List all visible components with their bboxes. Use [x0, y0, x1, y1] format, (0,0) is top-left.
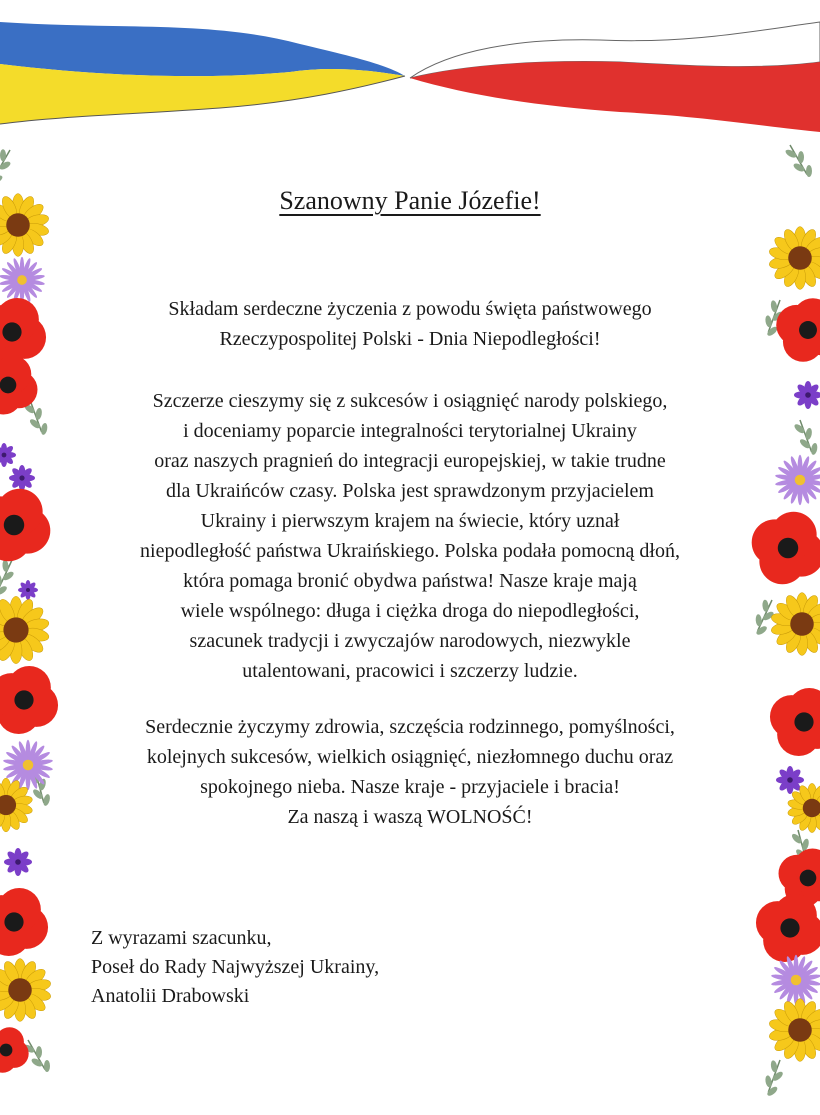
text-line: która pomaga bronić obydwa państwa! Nasze kraje mają [183, 570, 637, 592]
text-line: Ukrainy i pierwszym krajem na świecie, który uznał [200, 510, 620, 532]
text-line: Rzeczypospolitej Polski - Dnia Niepodległości! [219, 328, 601, 350]
text-line: Szczerze cieszymy się z sukcesów i osiągnięć narody polskiego, [152, 390, 668, 412]
letter-greeting: Szanowny Panie Józefie! [279, 186, 541, 215]
signature-block [91, 924, 379, 1011]
text-line: utalentowani, pracowici i szczerzy ludzie. [242, 660, 578, 682]
text-line: spokojnego nieba. Nasze kraje - przyjaciele i bracia! [200, 776, 620, 798]
text-line: Serdecznie życzymy zdrowia, szczęścia rodzinnego, pomyślności, [145, 716, 675, 738]
text-line: wiele wspólnego: długa i ciężka droga do niepodległości, [180, 600, 640, 622]
signature-line: Poseł do Rady Najwyższej Ukrainy, [91, 956, 380, 978]
signature-line: Z wyrazami szacunku, [91, 927, 272, 949]
text-line: niepodległość państwa Ukraińskiego. Polska podała pomocną dłoń, [140, 540, 680, 562]
text-line: Za naszą i waszą WOLNOŚĆ! [287, 806, 533, 828]
paragraph-gratitude [60, 386, 760, 686]
text-line: szacunek tradycji i zwyczajów narodowych, niezwykle [189, 630, 631, 652]
text-line: Składam serdeczne życzenia z powodu święta państwowego [168, 298, 652, 320]
text-line: dla Ukraińców czasy. Polska jest sprawdzonym przyjacielem [166, 480, 654, 502]
paragraph-wishes [60, 294, 760, 354]
signature-name: Anatolii Drabowski [91, 985, 250, 1007]
text-line: oraz naszych pragnień do integracji europejskiej, w takie trudne [154, 450, 666, 472]
paragraph-closing-wishes [60, 712, 760, 832]
text-line: i doceniamy poparcie integralności terytorialnej Ukrainy [183, 420, 637, 442]
text-line: kolejnych sukcesów, wielkich osiągnięć, niezłomnego duchu oraz [146, 746, 674, 768]
